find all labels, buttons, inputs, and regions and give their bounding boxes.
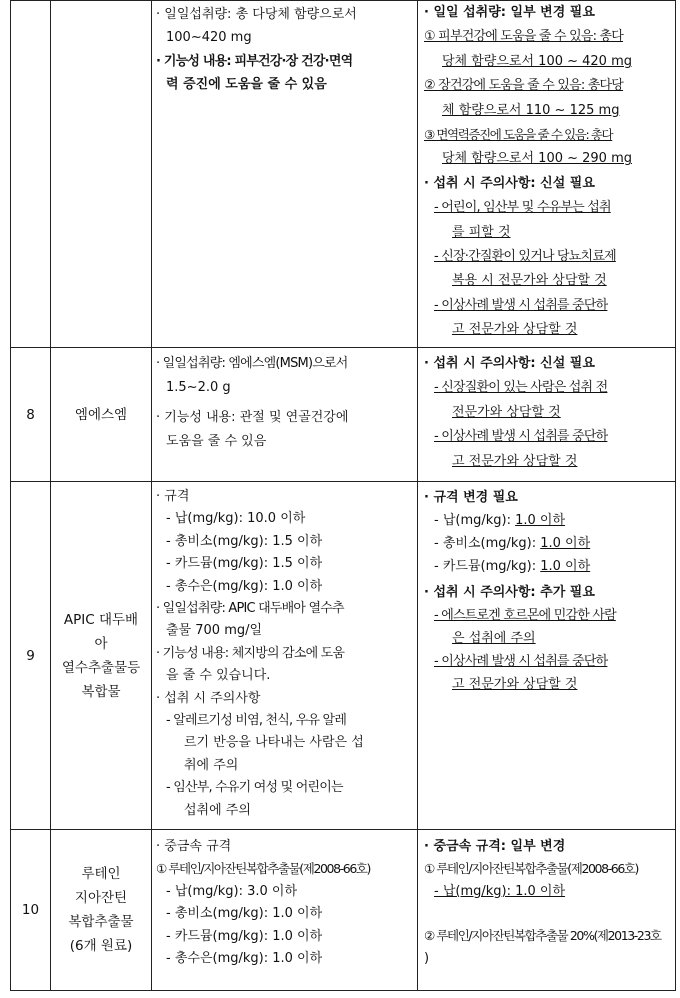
text-line	[424, 509, 669, 532]
text-line: - 총비소(mg/kg): 1.0 이하	[166, 906, 323, 922]
text-line: - 총비소(mg/kg): 1.5 이하	[166, 533, 323, 549]
proposed-change	[418, 830, 676, 991]
text-line: - 납(mg/kg): 1.0 이하	[434, 883, 566, 899]
text-line: - 이상사례 발생 시 섭취를 중단하	[434, 429, 608, 445]
text-line: - 카드뮴(mg/kg): 1.5 이하	[166, 556, 323, 572]
table-row	[11, 482, 676, 830]
text-line: · 일일섭취량: 엠에스엠(MSM)으로서	[156, 356, 348, 371]
text-line: ① 피부건강에 도움을 줄 수 있음: 총다	[424, 29, 624, 45]
text-line: 고 전문가와 상담할 것	[452, 677, 578, 692]
text-line: - 총수은(mg/kg): 1.0 이하	[166, 578, 323, 594]
text-line	[424, 532, 669, 555]
text-line: · 섭취 시 주의사항: 추가 필요	[424, 585, 595, 600]
text-line: · 기능성 내용: 관절 및 연골건강에	[156, 410, 349, 425]
item-name-line: 지아잔틴	[74, 890, 128, 906]
text-line: 고 전문가와 상담할 것	[452, 453, 578, 469]
spec-value: 1.0 이하	[515, 513, 566, 528]
text-line: 고 전문가와 상담할 것	[452, 322, 578, 338]
current-standard	[152, 348, 418, 482]
text-line: · 섭취 시 주의사항: 신설 필요	[424, 356, 595, 371]
text-line: 1.5~2.0 g	[166, 380, 231, 395]
text-line: · 섭취 시 주의사항: 신설 필요	[424, 175, 595, 191]
comparison-table	[10, 0, 676, 991]
item-name-line: APIC 대두배	[63, 611, 139, 628]
item-name-line: 복합물	[81, 683, 121, 700]
text-line: · 기능성 내용: 체지방의 감소에 도움	[156, 645, 345, 661]
current-standard	[152, 482, 418, 830]
proposed-change	[418, 482, 676, 830]
text-line	[424, 555, 669, 578]
text-line: - 이상사례 발생 시 섭취를 중단하	[434, 297, 608, 313]
text-line: ① 루테인/지아잔틴복합추출물(제2008-66호)	[156, 861, 371, 877]
item-name-line: 루테인	[81, 866, 121, 882]
text-line: - 임산부, 수유기 여성 및 어린이는	[166, 780, 343, 796]
text-line: - 알레르기성 비염, 천식, 우유 알레	[166, 713, 347, 729]
current-standard	[152, 830, 418, 991]
text-line: ② 장건강에 도움을 줄 수 있음: 총다당	[424, 78, 624, 94]
item-name-line: (6개 원료)	[69, 938, 133, 954]
text-line: 체 함량으로서 110 ~ 125 mg	[442, 102, 620, 118]
text-line: - 카드뮴(mg/kg): 1.0 이하	[166, 928, 323, 944]
spec-label: - 납(mg/kg):	[434, 513, 516, 528]
text-line: - 납(mg/kg): 3.0 이하	[166, 883, 298, 899]
text-line: · 기능성 내용: 피부건강·장 건강·면역	[156, 53, 353, 69]
text-line: - 납(mg/kg): 10.0 이하	[166, 511, 306, 527]
item-name	[51, 830, 152, 991]
text-line: - 신장·간질환이 있거나 당뇨치료제	[434, 249, 616, 265]
text-line: 복용 시 전문가와 상담할 것	[452, 273, 607, 289]
text-line: 력 증진에 도움을 줄 수 있음	[166, 76, 327, 92]
text-line: · 중금속 규격	[156, 839, 232, 854]
text-line: 를 피할 것	[452, 224, 511, 240]
text-line: 취에 주의	[184, 757, 239, 773]
text-line: - 이상사례 발생 시 섭취를 중단하	[434, 654, 608, 669]
spec-value: 1.0 이하	[540, 536, 591, 551]
text-line: · 규격 변경 필요	[424, 490, 518, 505]
text-line: - 총수은(mg/kg): 1.0 이하	[166, 951, 323, 967]
text-line: 을 줄 수 있습니다.	[166, 668, 271, 684]
text-line: 당체 함량으로서 100 ~ 290 mg	[442, 151, 633, 167]
item-name-line: 아	[94, 635, 108, 652]
table-row	[11, 348, 676, 482]
row-number: 8	[11, 348, 51, 482]
text-line: · 섭취 시 주의사항	[156, 690, 261, 706]
spec-label: - 카드뮴(mg/kg):	[434, 559, 541, 574]
text-line: 100~420 mg	[166, 30, 252, 46]
text-line: · 규격	[156, 489, 190, 504]
current-standard	[152, 1, 418, 348]
proposed-change	[418, 348, 676, 482]
text-line: ① 루테인/지아잔틴복합추출물(제2008-66호)	[424, 861, 639, 877]
text-line: 당체 함량으로서 100 ~ 420 mg	[442, 53, 633, 69]
text-line: 전문가와 상담할 것	[452, 404, 561, 420]
text-line: - 어린이, 임산부 및 수유부는 섭취	[434, 200, 611, 216]
item-name-line: 복합추출물	[68, 914, 134, 930]
text-line: · 중금속 규격: 일부 변경	[424, 839, 566, 854]
item-name-line: 열수추출물등	[61, 659, 141, 676]
item-name	[51, 482, 152, 830]
spec-label: - 총비소(mg/kg):	[434, 536, 541, 551]
text-line: - 신장질환이 있는 사람은 섭취 전	[434, 380, 608, 396]
text-line: - 에스트로겐 호르몬에 민감한 사람	[434, 608, 616, 623]
text-line: · 일일섭취량: APIC 대두배아 열수추	[156, 601, 344, 617]
text-line: · 일일 섭취량: 일부 변경 필요	[424, 5, 595, 20]
table-row-continued	[11, 1, 676, 348]
text-line: 섭취에 주의	[184, 802, 251, 818]
spec-value: 1.0 이하	[540, 559, 591, 574]
item-name: 엠에스엠	[51, 348, 152, 482]
text-line: ② 루테인/지아잔틴복합추출물 20%(제2013-23호	[424, 928, 661, 944]
row-number	[11, 1, 51, 348]
row-number: 10	[11, 830, 51, 991]
text-line: 은 섭취에 주의	[452, 631, 536, 646]
text-line: · 일일섭취량: 총 다당체 함량으로서	[156, 7, 357, 22]
text-line: 출물 700 mg/일	[166, 623, 263, 639]
item-name	[51, 1, 152, 348]
text-line: ③ 면역력증진에 도움을 줄 수 있음: 총다	[424, 127, 613, 143]
text-line: )	[424, 950, 430, 966]
text-line: 도움을 줄 수 있음	[166, 434, 267, 449]
row-number: 9	[11, 482, 51, 830]
proposed-change	[418, 1, 676, 348]
text-line: 르기 반응을 나타내는 사람은 섭	[184, 735, 364, 751]
table-row	[11, 830, 676, 991]
